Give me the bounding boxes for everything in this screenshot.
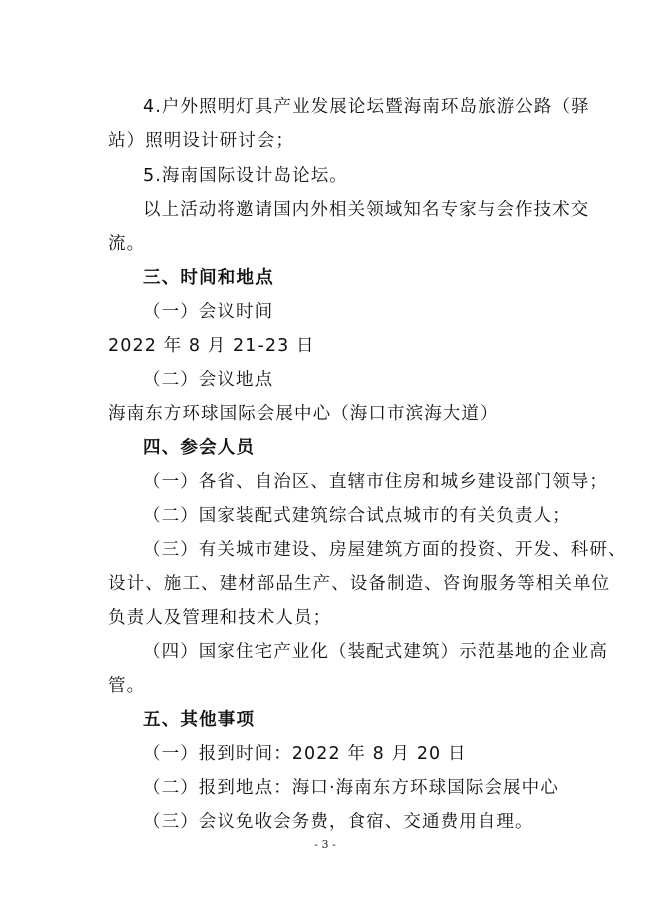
list-item-5: 5.海南国际设计岛论坛。 [143, 166, 348, 186]
subheading-meeting-time: （一）会议时间 [143, 302, 274, 322]
list-item-4-line-2: 站）照明设计研讨会； [108, 131, 294, 151]
participant-item-4-line-1: （四）国家住宅产业化（装配式建筑）示范基地的企业高 [143, 642, 608, 662]
section-heading-participants: 四、参会人员 [143, 438, 256, 458]
other-matter-2: （二）报到地点：海口·海南东方环球国际会展中心 [143, 778, 559, 798]
section-heading-other-matters: 五、其他事项 [143, 710, 256, 730]
meeting-date: 2022 年 8 月 21-23 日 [108, 336, 315, 356]
paragraph-line-2: 流。 [108, 234, 146, 254]
list-item-4-line-1: 4.户外照明灯具产业发展论坛暨海南环岛旅游公路（驿 [143, 97, 590, 117]
section-heading-time-location: 三、时间和地点 [143, 268, 274, 288]
paragraph-line-1: 以上活动将邀请国内外相关领域知名专家与会作技术交 [143, 200, 590, 220]
other-matter-3: （三）会议免收会务费，食宿、交通费用自理。 [143, 812, 534, 832]
subheading-meeting-location: （二）会议地点 [143, 370, 274, 390]
participant-item-2: （二）国家装配式建筑综合试点城市的有关负责人； [143, 506, 571, 526]
participant-item-3-line-1: （三）有关城市建设、房屋建筑方面的投资、开发、科研、 [143, 540, 627, 560]
participant-item-4-line-2: 管。 [108, 676, 146, 696]
participant-item-1: （一）各省、自治区、直辖市住房和城乡建设部门领导； [143, 472, 608, 492]
participant-item-3-line-2: 设计、施工、建材部品生产、设备制造、咨询服务等相关单位 [108, 574, 611, 594]
page-number: - 3 - [314, 838, 336, 851]
meeting-location: 海南东方环球国际会展中心（海口市滨海大道） [108, 404, 499, 424]
participant-item-3-line-3: 负责人及管理和技术人员； [108, 608, 332, 628]
other-matter-1: （一）报到时间：2022 年 8 月 20 日 [143, 744, 467, 764]
